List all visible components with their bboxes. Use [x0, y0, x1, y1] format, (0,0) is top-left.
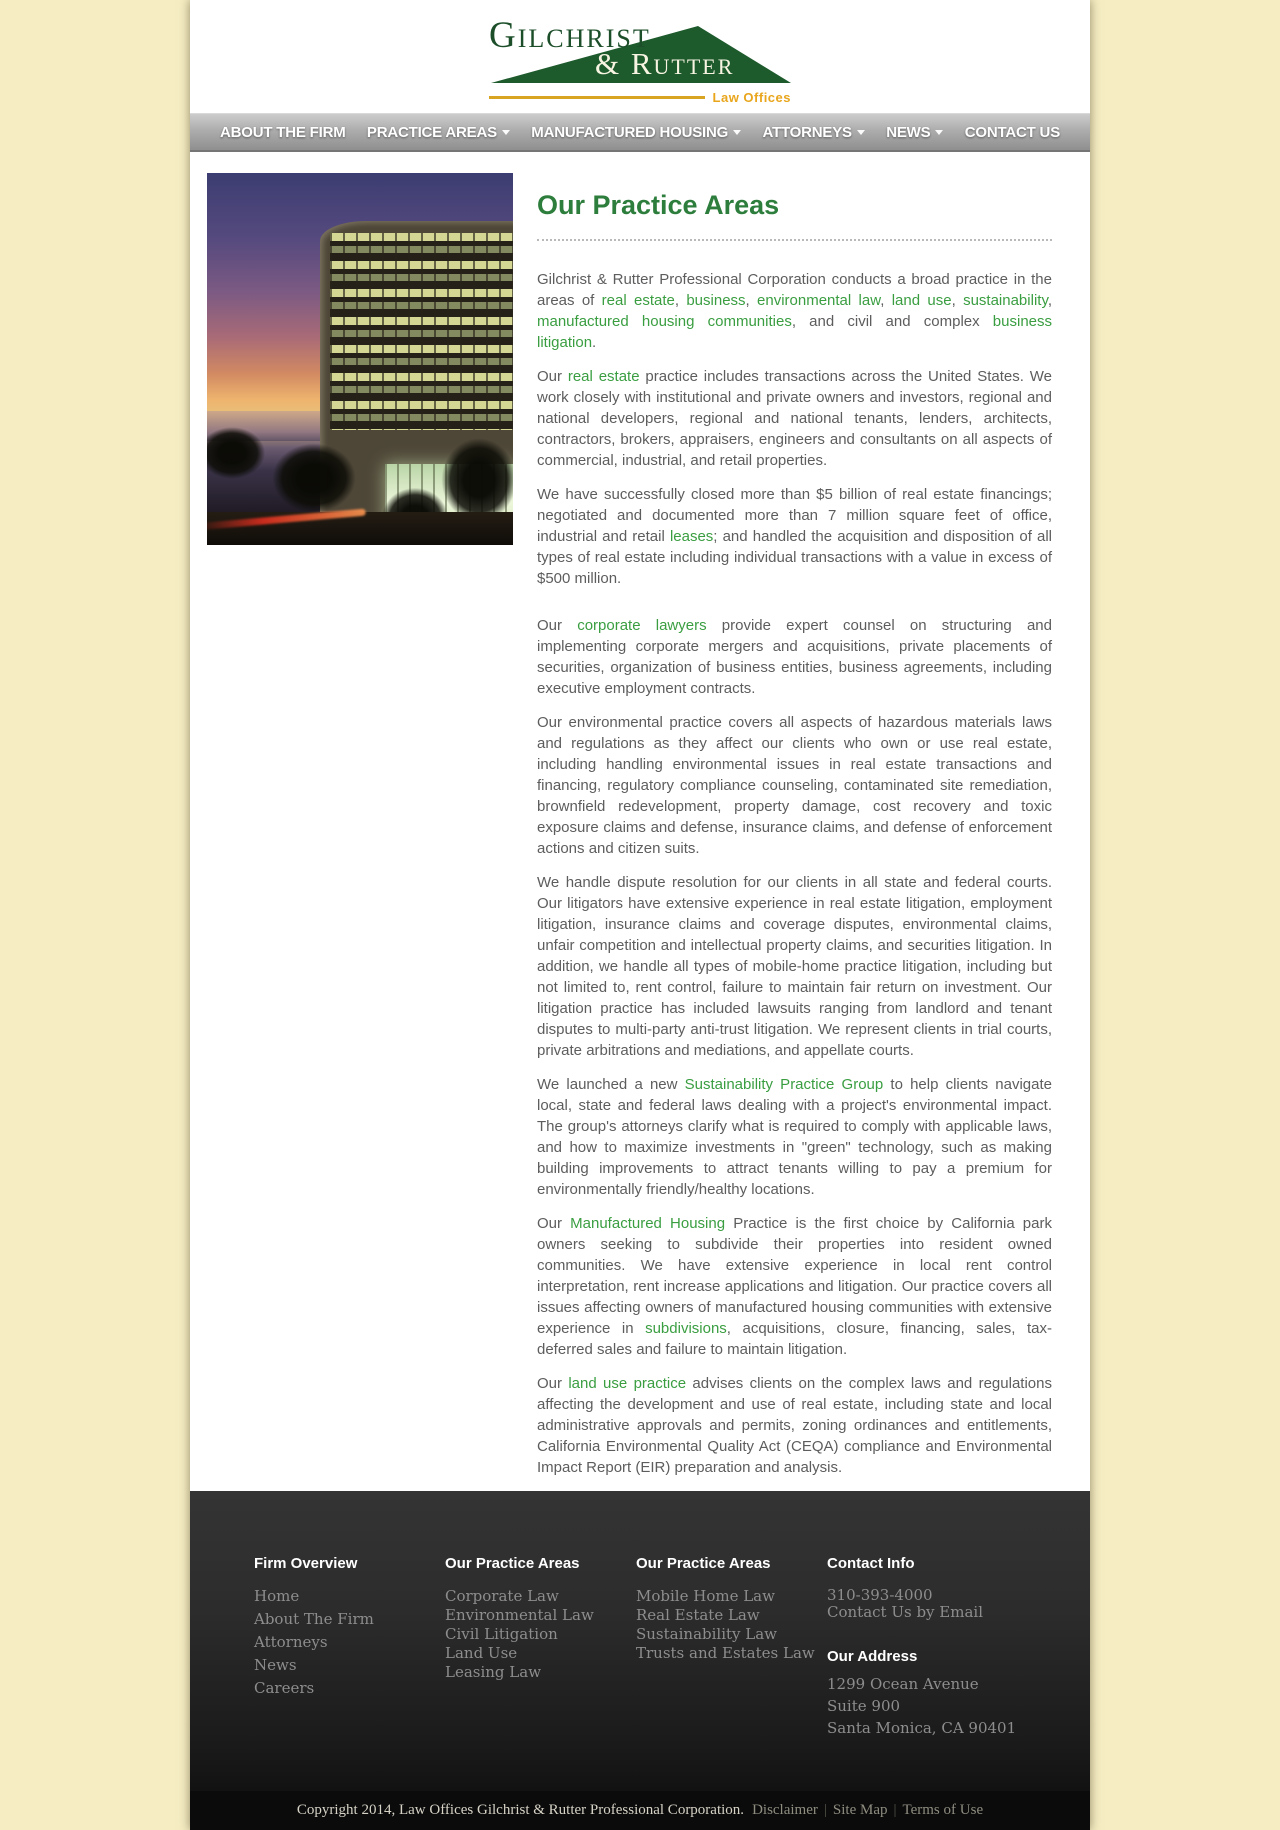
inline-link-subdivisions[interactable]: subdivisions [645, 1320, 727, 1337]
body-paragraph-3: We have successfully closed more than $5 billion of real estate financings; negotiated and documented more than 7 million square feet of office, industrial and retail leases; and handled the acquisition and disposition of all types of real estate including individual transactions with a value in excess of $500 million. [537, 486, 1052, 587]
body-paragraph-8: Our Manufactured Housing Practice is the first choice by California park owners seeking to subdivide their properties into resident owned communities. We have extensive experience in local rent control interpretation, rent increase applications and litigation. Our practice covers all issues affecting owners of manufactured housing communities with extensive experience in subdivisions, acquisitions, closure, financing, sales, tax-deferred sales and failure to maintain litigation. [537, 1215, 1052, 1358]
footer-link-item [636, 1588, 827, 1606]
footer-link-item [254, 1588, 445, 1606]
footer-link-news[interactable]: News [254, 1656, 297, 1674]
body-paragraph-9: Our land use practice advises clients on the complex laws and regulations affecting the development and use of real estate, including state and local administrative approvals and permits, zoning ordinances and entitlements, California Environmental Quality Act (CEQA) compliance and Environmental Impact Report (EIR) preparation and analysis. [537, 1375, 1052, 1476]
footer-link-item [445, 1607, 636, 1625]
footer-contact-column [827, 1555, 1018, 1743]
inline-link-real-estate[interactable]: real estate [601, 292, 675, 309]
logo-name-line2: & Rutter [595, 46, 735, 81]
footer-address-heading: Our Address [827, 1648, 918, 1665]
inline-link-corporate-lawyers[interactable]: corporate lawyers [577, 617, 707, 634]
footer-link-item [445, 1664, 636, 1682]
footer-link-list [636, 1588, 827, 1663]
footer-link-item [636, 1645, 827, 1663]
building-photo [207, 173, 513, 545]
footer-link-civil-litigation[interactable]: Civil Litigation [445, 1625, 558, 1643]
footer-link-environmental-law[interactable]: Environmental Law [445, 1606, 594, 1624]
gold-rule [489, 96, 705, 99]
page [190, 0, 1090, 1830]
footer-column-3-our-practice-areas [636, 1555, 827, 1743]
logo-tagline-row [489, 90, 791, 105]
site-footer [190, 1491, 1090, 1791]
footer-link-about-the-firm[interactable]: About The Firm [254, 1610, 374, 1628]
copyright-bar [190, 1791, 1090, 1830]
footer-link-item [254, 1634, 445, 1652]
footer-link-item [254, 1657, 445, 1675]
footer-columns [254, 1555, 1090, 1743]
footer-contact-heading: Contact Info [827, 1555, 915, 1572]
page-title: Our Practice Areas [537, 190, 780, 220]
text-column [537, 173, 1052, 1491]
footer-link-item [636, 1607, 827, 1625]
address-line: 1299 Ocean Avenue [827, 1675, 979, 1693]
footer-address [827, 1677, 1018, 1735]
footer-link-item [445, 1588, 636, 1606]
nav-item-attorneys[interactable] [763, 124, 865, 141]
separator: | [823, 1802, 827, 1818]
firm-logo[interactable] [489, 10, 791, 106]
nav-item-about-the-firm[interactable] [220, 124, 346, 141]
inline-link-land-use-practice[interactable]: land use practice [568, 1375, 687, 1392]
copyright-text: Copyright 2014, Law Offices Gilchrist & Rutter Professional Corporation. [296, 1802, 745, 1818]
footer-column-heading: Our Practice Areas [445, 1555, 580, 1572]
footer-link-leasing-law[interactable]: Leasing Law [445, 1663, 542, 1681]
footer-link-list [445, 1588, 636, 1682]
inline-link-manufactured-housing-communities[interactable]: manufactured housing communities [537, 313, 792, 330]
body-paragraph-7: We launched a new Sustainability Practice Group to help clients navigate local, state and federal laws dealing with a project's environmental impact. The group's attorneys clarify what is required to comply with applicable laws, and how to maximize investments in "green" technology, such as making building improvements to attract tenants willing to pay a premium for environmentally friendly/healthy locations. [537, 1076, 1052, 1198]
body-paragraph-4: Our corporate lawyers provide expert counsel on structuring and implementing corporate mergers and acquisitions, private placements of securities, organization of business entities, business agreements, including executive employment contracts. [537, 617, 1052, 697]
footer-link-land-use[interactable]: Land Use [445, 1644, 518, 1662]
main-content [190, 152, 1090, 1491]
footer-link-item [636, 1626, 827, 1644]
body-paragraph-1: Gilchrist & Rutter Professional Corporation conducts a broad practice in the areas of real estate, business, environmental law, land use, sustainability, manufactured housing communities, and civil and complex business litigation. [537, 271, 1052, 351]
footer-link-corporate-law[interactable]: Corporate Law [445, 1587, 559, 1605]
nav-item-label: NEWS [886, 123, 931, 141]
nav-item-label: ATTORNEYS [762, 123, 852, 141]
address-line: Santa Monica, CA 90401 [827, 1719, 1017, 1737]
inline-link-business-litigation[interactable]: business litigation [537, 313, 1052, 351]
caret-down-icon [502, 130, 510, 135]
footer-link-careers[interactable]: Careers [254, 1679, 315, 1697]
body-paragraph-2: Our real estate practice includes transactions across the United States. We work closely with institutional and private owners and investors, regional and national developers, regional and national tenants, lenders, architects, contractors, brokers, appraisers, engineers and consultants on all aspects of commercial, industrial, and retail properties. [537, 368, 1052, 469]
inline-link-sustainability[interactable]: sustainability [963, 292, 1048, 309]
nav-item-label: CONTACT US [964, 123, 1060, 141]
logo-name-line1: Gilchrist [489, 15, 651, 56]
copyright-link-terms-of-use[interactable]: Terms of Use [902, 1802, 984, 1818]
nav-item-label: MANUFACTURED HOUSING [531, 123, 729, 141]
body-paragraph-5: Our environmental practice covers all aspects of hazardous materials laws and regulations as they affect our clients who own or use real estate, including handling environmental issues in real estate transactions and financing, regulatory compliance counseling, contaminated site remediation, brownfield redevelopment, property damage, cost recovery and toxic exposure claims and defense, insurance claims, and defense of enforcement actions and citizen suits. [537, 714, 1052, 857]
caret-down-icon [733, 130, 741, 135]
nav-item-manufactured-housing[interactable] [531, 124, 741, 141]
footer-link-item [445, 1626, 636, 1644]
lit-windows [330, 233, 513, 430]
inline-link-land-use[interactable]: land use [891, 292, 952, 309]
nav-item-label: ABOUT THE FIRM [220, 123, 346, 141]
separator: | [893, 1802, 897, 1818]
footer-column-heading: Our Practice Areas [636, 1555, 771, 1572]
site-header [190, 0, 1090, 113]
inline-link-leases[interactable]: leases [669, 528, 714, 545]
inline-link-business[interactable]: business [686, 292, 746, 309]
footer-link-item [445, 1645, 636, 1663]
footer-column-2-our-practice-areas [445, 1555, 636, 1743]
main-nav [190, 113, 1090, 152]
footer-column-heading: Firm Overview [254, 1555, 358, 1572]
footer-link-trusts-and-estates-law[interactable]: Trusts and Estates Law [636, 1644, 815, 1662]
body-paragraph-6: We handle dispute resolution for our clients in all state and federal courts. Our litigators have extensive experience in real estate litigation, employment litigation, insurance claims and coverage disputes, environmental claims, unfair competition and intellectual property claims, and securities litigation. In addition, we handle all types of mobile-home practice litigation, including but not limited to, rent control, failure to maintain fair return on investment. Our litigation practice has included lawsuits ranging from landlord and tenant disputes to multi-party anti-trust litigation. We represent clients in trial courts, private arbitrations and mediations, and appellate courts. [537, 874, 1052, 1059]
nav-item-contact-us[interactable] [965, 124, 1060, 141]
nav-item-label: PRACTICE AREAS [366, 123, 497, 141]
copyright-links [752, 1802, 983, 1819]
footer-link-list [254, 1588, 445, 1698]
caret-down-icon [935, 130, 943, 135]
copyright-link-disclaimer[interactable]: Disclaimer [752, 1802, 818, 1818]
copyright-link-site-map[interactable]: Site Map [832, 1802, 888, 1818]
contact-email-link[interactable]: Contact Us by Email [827, 1603, 983, 1621]
footer-column-1-firm-overview [254, 1555, 445, 1743]
footer-link-item [254, 1611, 445, 1629]
inline-link-real-estate[interactable]: real estate [567, 368, 640, 385]
caret-down-icon [857, 130, 865, 135]
logo-tagline: Law Offices [712, 90, 791, 105]
footer-link-sustainability-law[interactable]: Sustainability Law [636, 1625, 778, 1643]
dotted-separator [537, 239, 1052, 241]
inline-link-sustainability-practice-group[interactable]: Sustainability Practice Group [684, 1076, 884, 1093]
footer-link-mobile-home-law[interactable]: Mobile Home Law [636, 1587, 775, 1605]
footer-link-item [254, 1680, 445, 1698]
address-line: Suite 900 [827, 1697, 901, 1715]
nav-item-news[interactable] [886, 124, 943, 141]
footer-link-real-estate-law[interactable]: Real Estate Law [636, 1606, 760, 1624]
footer-link-attorneys[interactable]: Attorneys [254, 1633, 328, 1651]
nav-item-practice-areas[interactable] [367, 124, 510, 141]
footer-link-home[interactable]: Home [254, 1587, 300, 1605]
footer-phone: 310-393-4000 [827, 1586, 933, 1604]
inline-link-manufactured-housing[interactable]: Manufactured Housing [570, 1215, 726, 1232]
inline-link-environmental-law[interactable]: environmental law [757, 292, 881, 309]
photo-column [190, 173, 537, 1491]
practice-paragraphs [537, 269, 1052, 1478]
street [207, 512, 513, 545]
